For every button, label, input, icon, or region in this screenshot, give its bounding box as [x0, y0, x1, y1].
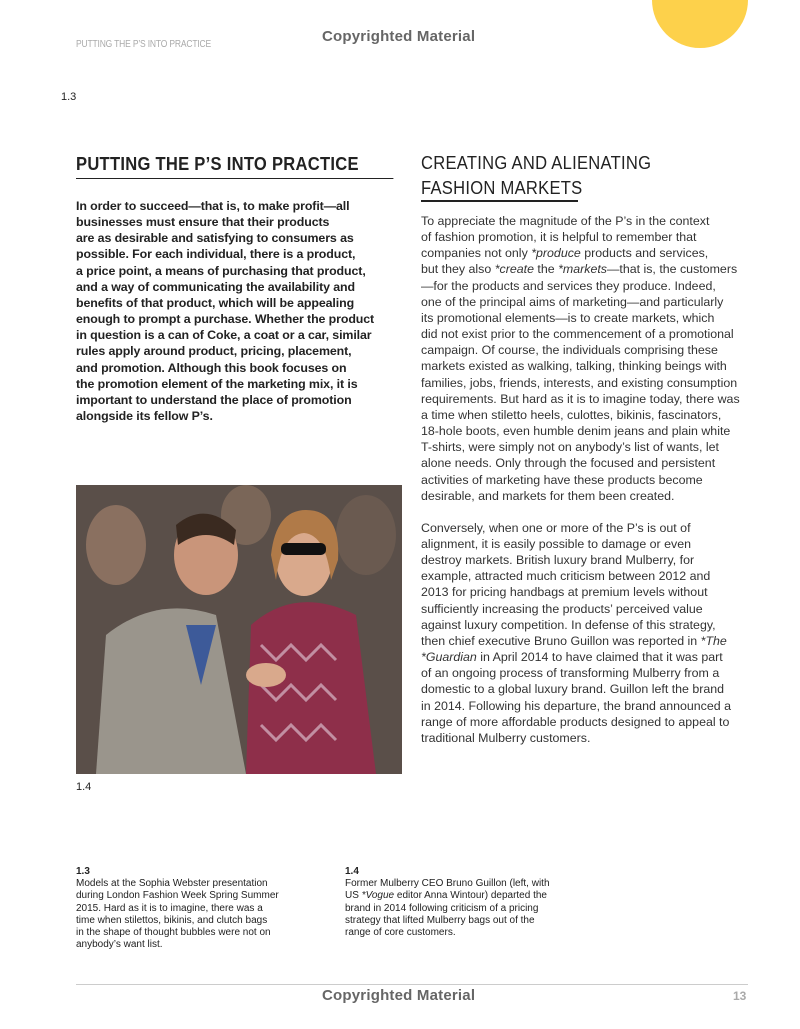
text-segment: in April 2014 to have claimed that it was part	[476, 650, 723, 665]
text-line: 2015. Hard as it is to imagine, there was a	[76, 902, 263, 914]
text-segment: the	[533, 262, 559, 277]
text-line: and promotion. Although this book focuses on	[76, 360, 347, 375]
caption-number: 1.4	[345, 866, 359, 877]
text-line: T-shirts, were simply not on anybody’s list of wants, let	[421, 440, 719, 455]
section-heading-right	[421, 151, 651, 201]
text-line: activities of marketing have these products become	[421, 472, 703, 487]
caption-number: 1.3	[76, 866, 90, 877]
text-line: important to understand the place of promotion	[76, 392, 352, 407]
text-line	[421, 649, 740, 665]
text-line: and a way of communicating the availability and	[76, 279, 355, 294]
caption-1-4	[345, 866, 550, 939]
text-line: a time when stiletto heels, culottes, bikinis, fascinators,	[421, 407, 722, 422]
text-line: Conversely, when one or more of the P’s is out of	[421, 520, 691, 535]
text-line: alone needs. Only through the focused and persistent	[421, 456, 716, 471]
text-line: example, attracted much criticism between 2012 and	[421, 569, 711, 584]
paragraph	[421, 213, 740, 504]
heading-line: CREATING AND ALIENATING	[421, 153, 652, 173]
text-line: in the shape of thought bubbles were not on	[76, 927, 271, 939]
text-line	[421, 633, 740, 649]
text-line: 2013 for pricing handbags at premium levels without	[421, 585, 708, 600]
text-line: of fashion promotion, it is helpful to remember that	[421, 230, 697, 245]
copyright-watermark-top: Copyrighted Material	[322, 28, 476, 45]
text-line: Models at the Sophia Webster presentation	[76, 878, 268, 890]
text-line: anybody’s want list.	[76, 939, 163, 951]
text-line: alignment, it is easily possible to damage or even	[421, 536, 691, 551]
text-line: of an ongoing process of transforming Mulberry from a	[421, 666, 720, 681]
text-line: alongside its fellow P’s.	[76, 409, 213, 424]
text-segment: but they also	[421, 262, 495, 277]
page-number: 13	[733, 989, 747, 1003]
decorative-yellow-circle	[652, 0, 748, 48]
text-line: Former Mulberry CEO Bruno Guillon (left, with	[345, 878, 550, 890]
text-line: domestic to a global luxury brand. Guillon left the brand	[421, 682, 725, 697]
italic-text: *Vogue	[361, 890, 395, 902]
italic-text: *markets	[558, 262, 607, 277]
text-line: a price point, a means of purchasing that product,	[76, 263, 366, 278]
text-line: against luxury competition. In defense of this strategy,	[421, 617, 716, 632]
intro-paragraph	[76, 198, 374, 424]
text-line: time when stilettos, bikinis, and clutch bags	[76, 914, 268, 926]
text-line	[421, 245, 740, 261]
italic-text: *Guardian	[421, 650, 477, 665]
text-line: strategy that lifted Mulberry bags out of the	[345, 914, 535, 926]
paragraph	[421, 520, 740, 746]
text-line: range of core customers.	[345, 927, 456, 939]
paragraph-gap	[421, 504, 740, 520]
running-head: PUTTING THE P’S INTO PRACTICE	[76, 39, 212, 50]
text-line: traditional Mulberry customers.	[421, 730, 591, 745]
caption-text	[76, 878, 279, 951]
heading-line: FASHION MARKETS	[421, 178, 583, 198]
text-line: businesses must ensure that their products	[76, 215, 330, 230]
figure-ref-1-3: 1.3	[61, 91, 77, 103]
text-segment: products and services,	[580, 246, 709, 261]
text-line: sufficiently increasing the products’ perceived value	[421, 601, 703, 616]
text-line: campaign. Of course, the individuals comprising these	[421, 343, 718, 358]
text-line: desirable, and markets for them been created.	[421, 488, 675, 503]
text-line: range of more affordable products designed to appeal to	[421, 714, 730, 729]
text-segment: companies not only	[421, 246, 532, 261]
copyright-watermark-bottom: Copyrighted Material	[322, 987, 476, 1004]
text-line: To appreciate the magnitude of the P’s in the context	[421, 214, 710, 228]
caption-text	[345, 878, 550, 939]
heading-underline	[421, 200, 578, 202]
text-line: the promotion element of the marketing mix, it is	[76, 376, 358, 391]
caption-1-3	[76, 866, 279, 951]
text-segment: editor Anna Wintour) departed the	[394, 890, 547, 902]
text-line: one of the principal aims of marketing—and particularly	[421, 294, 724, 309]
italic-text: *create	[494, 262, 534, 277]
text-line: —for the products and services they produce. Indeed,	[421, 278, 716, 293]
text-line: possible. For each individual, there is a product,	[76, 247, 356, 262]
text-line: did not exist prior to the commencement of a promotional	[421, 327, 734, 342]
body-text	[421, 213, 740, 746]
text-line: benefits of that product, which will be appealing	[76, 295, 355, 310]
text-line: during London Fashion Week Spring Summer	[76, 890, 279, 902]
text-line: enough to prompt a purchase. Whether the product	[76, 312, 375, 327]
text-segment: then chief executive Bruno Guillon was reported in	[421, 633, 701, 648]
photo-guillon-wintour	[76, 485, 402, 774]
text-line: rules apply around product, pricing, placement,	[76, 344, 352, 359]
text-line: in question is a can of Coke, a coat or a car, similar	[76, 328, 372, 343]
italic-text: *produce	[531, 246, 581, 261]
text-line: In order to succeed—that is, to make profit—all	[76, 199, 350, 213]
text-line: families, jobs, friends, interests, and existing consumption	[421, 375, 738, 390]
text-line	[345, 890, 550, 902]
text-line: requirements. But hard as it is to imagine today, there was	[421, 391, 740, 406]
text-segment: —that is, the customers	[606, 262, 738, 277]
section-heading-left: PUTTING THE P’S INTO PRACTICE	[76, 152, 393, 179]
text-line: 18-hole boots, even humble denim jeans and plain white	[421, 424, 731, 439]
footer-divider	[76, 984, 748, 985]
photo-illustration	[76, 485, 402, 774]
italic-text: *The	[700, 633, 727, 648]
figure-label-1-4: 1.4	[76, 781, 92, 793]
text-line: brand in 2014 following criticism of a pricing	[345, 902, 539, 914]
text-line	[421, 261, 740, 277]
text-line: are as desirable and satisfying to consumers as	[76, 231, 354, 246]
text-line: its promotional elements—is to create markets, which	[421, 310, 715, 325]
text-line: in 2014. Following his departure, the brand announced a	[421, 698, 731, 713]
text-line: markets existed as walking, talking, thinking beings with	[421, 359, 727, 374]
text-segment: US	[345, 890, 362, 902]
text-line: destroy markets. British luxury brand Mulberry, for	[421, 553, 695, 568]
